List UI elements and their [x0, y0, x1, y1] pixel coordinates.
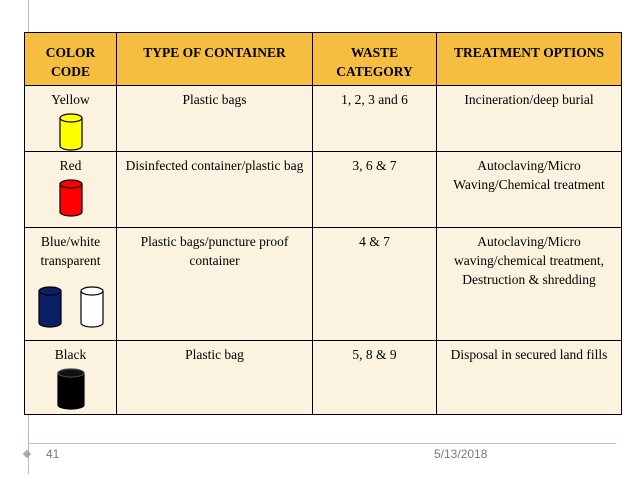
- waste-category-cell: 3, 6 & 7: [313, 152, 437, 228]
- footer-divider: [28, 443, 616, 444]
- color-code-label: Yellow: [51, 92, 90, 107]
- treatment-cell: Disposal in secured land fills: [437, 341, 622, 415]
- blue-container-icon: [37, 286, 63, 328]
- yellow-container-icon: [58, 113, 84, 151]
- color-code-cell: [25, 228, 117, 341]
- table-row: [25, 86, 622, 152]
- treatment-cell: Autoclaving/Micro Waving/Chemical treatment: [437, 152, 622, 228]
- waste-segregation-table: [24, 32, 622, 415]
- header-color-code: COLOR CODE: [25, 33, 117, 86]
- footer-bullet-icon: [23, 450, 31, 458]
- black-container-icon: [56, 368, 86, 410]
- container-type-cell: Plastic bags: [117, 86, 313, 152]
- container-icons: [31, 286, 110, 328]
- color-code-cell: [25, 152, 117, 228]
- container-type-cell: Plastic bag: [117, 341, 313, 415]
- header-waste-category: WASTE CATEGORY: [313, 33, 437, 86]
- table-row: [25, 341, 622, 415]
- color-code-cell: [25, 86, 117, 152]
- waste-category-cell: 1, 2, 3 and 6: [313, 86, 437, 152]
- page-number: 41: [46, 447, 60, 461]
- color-code-label: Red: [59, 158, 82, 173]
- treatment-cell: Autoclaving/Micro waving/chemical treatment, Destruction & shredding: [437, 228, 622, 341]
- treatment-cell: Incineration/deep burial: [437, 86, 622, 152]
- table-row: [25, 152, 622, 228]
- color-code-label: Blue/white transparent: [40, 234, 101, 268]
- container-icons: [31, 113, 110, 151]
- red-container-icon: [58, 179, 84, 217]
- table-header-row: [25, 33, 622, 86]
- container-icons: [31, 179, 110, 217]
- header-type-of-container: TYPE OF CONTAINER: [117, 33, 313, 86]
- waste-category-cell: 4 & 7: [313, 228, 437, 341]
- color-code-cell: [25, 341, 117, 415]
- header-treatment-options: TREATMENT OPTIONS: [437, 33, 622, 86]
- slide-date: 5/13/2018: [434, 447, 488, 461]
- table-row: [25, 228, 622, 341]
- waste-category-cell: 5, 8 & 9: [313, 341, 437, 415]
- container-icons: [31, 368, 110, 410]
- white-container-icon: [79, 286, 105, 328]
- container-type-cell: Plastic bags/puncture proof container: [117, 228, 313, 341]
- container-type-cell: Disinfected container/plastic bag: [117, 152, 313, 228]
- color-code-label: Black: [54, 347, 87, 362]
